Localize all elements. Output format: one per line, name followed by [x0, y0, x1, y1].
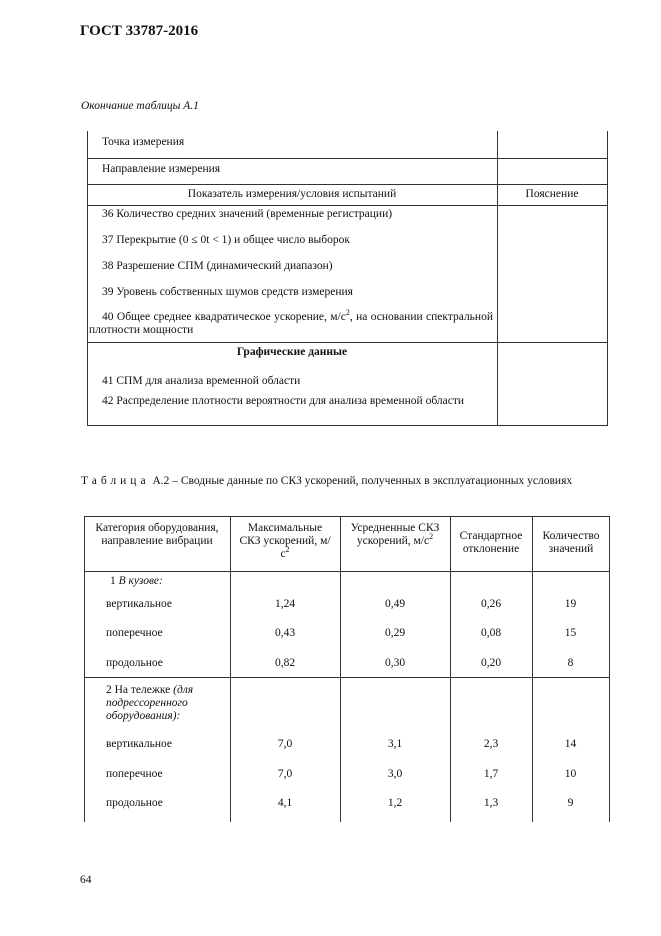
cell-count: 8	[567, 657, 574, 669]
header-avg-rms: Усредненные СКЗ ускорений, $м/с^2$	[350, 522, 440, 547]
table-border	[609, 516, 610, 822]
table-divider	[87, 425, 608, 426]
row-measurement-direction: Направление измерения	[102, 163, 221, 175]
cell-std: 1,7	[483, 768, 499, 780]
item-41: 41 СПМ для анализа временной области	[102, 375, 301, 387]
item-38: 38 Разрешение СПМ (динамический диапазон)	[102, 260, 333, 272]
cell-avg: 3,0	[387, 768, 403, 780]
cell-count: 19	[564, 598, 577, 610]
cell-std: 2,3	[483, 738, 499, 750]
item-40: 40 Общее среднее квадратическое ускорение, $м/с^2$, на основании спектральной плотности мощности	[89, 308, 493, 336]
cell-count: 14	[564, 738, 577, 750]
item-36: 36 Количество средних значений (временные регистрации)	[102, 208, 393, 220]
table-border	[497, 131, 498, 426]
table-border	[84, 516, 85, 822]
cell-avg: 0,30	[384, 657, 406, 669]
row-label: вертикальное	[106, 738, 172, 750]
table-border	[607, 131, 608, 426]
cell-std: 0,20	[480, 657, 502, 669]
cell-std: 1,3	[483, 797, 499, 809]
cell-avg: 3,1	[387, 738, 403, 750]
header-category: Категория оборудования, направление вибрации	[95, 522, 219, 547]
table-divider	[84, 571, 610, 572]
graphic-data-heading: Графические данные	[236, 346, 348, 358]
table-divider	[87, 205, 608, 206]
item-39: 39 Уровень собственных шумов средств измерения	[102, 286, 353, 298]
cell-max: 7,0	[277, 768, 293, 780]
table-divider	[87, 342, 608, 343]
row-label: поперечное	[106, 627, 163, 639]
cell-count: 10	[564, 768, 577, 780]
column-header-indicator: Показатель измерения/условия испытаний	[187, 188, 397, 200]
table-a2-caption: Таблица А.2 – Сводные данные по СКЗ ускорений, полученных в эксплуатационных условиях	[81, 475, 573, 487]
group-2-title: 2 На тележке (для подрессоренного оборудования):	[106, 684, 194, 722]
row-label: продольное	[106, 657, 163, 669]
header-max-rms: Максимальные СКЗ ускорений, $м/с^2$	[239, 522, 331, 560]
cell-max: 4,1	[277, 797, 293, 809]
table-a1-caption: Окончание таблицы А.1	[81, 100, 199, 112]
cell-max: 1,24	[274, 598, 296, 610]
row-label: вертикальное	[106, 598, 172, 610]
cell-avg: 0,49	[384, 598, 406, 610]
table-divider	[87, 184, 608, 185]
cell-max: 0,43	[274, 627, 296, 639]
table-a1	[87, 131, 608, 426]
cell-max: 0,82	[274, 657, 296, 669]
cell-avg: 1,2	[387, 797, 403, 809]
table-a2	[84, 516, 609, 822]
cell-avg: 0,29	[384, 627, 406, 639]
row-label: продольное	[106, 797, 163, 809]
header-std-dev: Стандартное отклонение	[459, 530, 523, 555]
row-label: поперечное	[106, 768, 163, 780]
row-measurement-point: Точка измерения	[102, 136, 185, 148]
cell-count: 15	[564, 627, 577, 639]
header-count: Количество значений	[542, 530, 600, 555]
cell-std: 0,26	[480, 598, 502, 610]
item-42: 42 Распределение плотности вероятности для анализа временной области	[102, 395, 465, 407]
table-divider	[84, 516, 610, 517]
document-code: ГОСТ 33787-2016	[80, 23, 199, 39]
cell-max: 7,0	[277, 738, 293, 750]
cell-std: 0,08	[480, 627, 502, 639]
cell-count: 9	[567, 797, 574, 809]
table-divider	[87, 158, 608, 159]
item-37: 37 Перекрытие (0 ≤ 0t < 1) и общее число выборок	[102, 234, 350, 246]
page-number: 64	[80, 874, 92, 886]
group-1-title: 1 В кузове:	[110, 575, 163, 587]
table-border	[87, 131, 88, 426]
column-header-note: Пояснение	[525, 188, 579, 200]
table-divider	[84, 677, 610, 678]
